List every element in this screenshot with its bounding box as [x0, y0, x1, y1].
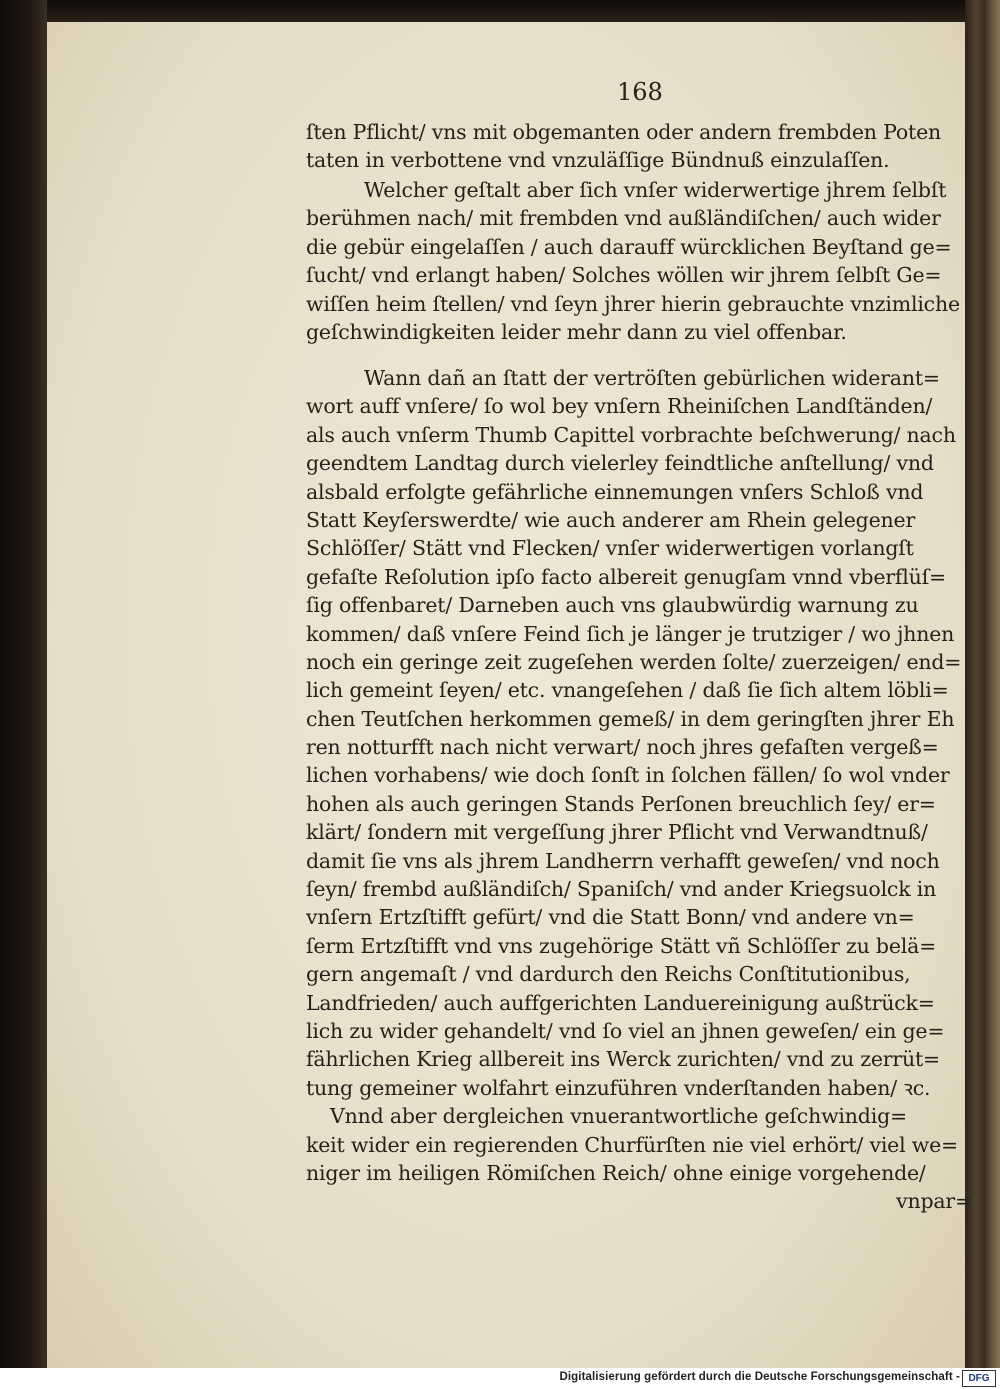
- text-line: ſerm Ertzſtifft vnd vns zugehörige Stätt vñ Schlöſſer zu belä=: [306, 933, 937, 958]
- book-edge-top: [47, 0, 965, 22]
- text-line: Wann dañ an ſtatt der vertröſten gebürlichen widerant=: [364, 366, 940, 390]
- text-line: damit ſie vns als jhrem Landherrn verhafft geweſen/ vnd noch: [306, 848, 940, 873]
- text-line: gefaſte Reſolution ipſo facto albereit genugſam vnnd vberflüſ=: [306, 564, 946, 589]
- text-line: vnſern Ertzſtifft gefürt/ vnd die Statt Bonn/ vnd andere vn=: [306, 905, 915, 930]
- text-line: wiſſen heim ſtellen/ vnd ſeyn jhrer hierin gebrauchte vnzimliche: [306, 291, 960, 316]
- text-line: lich gemeint ſeyen/ etc. vnangeſehen / daß ſie ſich altem löbli=: [306, 678, 949, 703]
- book-edge-left: [0, 0, 47, 1368]
- paragraph-continuation: [306, 118, 986, 175]
- text-line: tung gemeiner wolfahrt einzuführen vnderſtanden haben/ ꝛc.: [306, 1075, 931, 1100]
- text-line: gern angemaſt / vnd dardurch den Reichs Conſtitutionibus,: [306, 962, 911, 987]
- text-line: kommen/ daß vnſere Feind ſich je länger je trutziger / wo jhnen: [306, 621, 955, 646]
- text-line: keit wider ein regierenden Churfürſten nie viel erhört/ viel we=: [306, 1132, 959, 1157]
- text-line: Schlöſſer/ Stätt vnd Flecken/ vnſer widerwertigen vorlangſt: [306, 536, 914, 561]
- footer-credit: Digitalisierung gefördert durch die Deutsche Forschungsgemeinschaft -: [559, 1371, 960, 1383]
- paragraph-welcher: [306, 176, 986, 346]
- text-line: geendtem Landtag durch vielerley feindtliche anſtellung/ vnd: [306, 451, 934, 476]
- text-line: die gebür eingelaſſen / auch darauff würcklichen Beyſtand ge=: [306, 234, 952, 259]
- text-line: geſchwindigkeiten leider mehr dann zu viel offenbar.: [306, 319, 847, 344]
- text-line: Vnnd aber dergleichen vnuerantwortliche geſchwindig=: [330, 1104, 907, 1129]
- text-line: fährlichen Krieg allbereit ins Werck zurichten/ vnd zu zerrüt=: [306, 1047, 941, 1072]
- text-line: noch ein geringe zeit zugeſehen werden ſolte/ zuerzeigen/ end=: [306, 649, 962, 674]
- text-line: als auch vnſerm Thumb Capittel vorbrachte beſchwerung/ nach: [306, 422, 956, 447]
- text-line: ſucht/ vnd erlangt haben/ Solches wöllen wir jhrem ſelbſt Ge=: [306, 263, 942, 288]
- text-line: berühmen nach/ mit frembden vnd außländiſchen/ auch wider: [306, 206, 941, 231]
- text-line: Landfrieden/ auch auffgerichten Landuereinigung außtrück=: [306, 990, 935, 1015]
- text-line: lichen vorhabens/ wie doch ſonſt in ſolchen fällen/ ſo wol vnder: [306, 763, 950, 788]
- text-line: niger im heiligen Römiſchen Reich/ ohne einige vorgehende/: [306, 1160, 926, 1185]
- footer-bar: [0, 1368, 1000, 1389]
- text-line: alsbald erfolgte gefährliche einnemungen vnſers Schloß vnd: [306, 479, 924, 504]
- text-line: Statt Keyſerswerdte/ wie auch anderer am Rhein gelegener: [306, 507, 916, 532]
- text-line: wort auff vnſere/ ſo wol bey vnſern Rheiniſchen Landſtänden/: [306, 394, 933, 419]
- text-line: Welcher geſtalt aber ſich vnſer widerwertige jhrem ſelbſt: [364, 178, 947, 202]
- text-line: chen Teutſchen herkommen gemeß/ in dem geringſten jhrer Eh: [306, 706, 955, 731]
- text-line: lich zu wider gehandelt/ vnd ſo viel an jhnen geweſen/ ein ge=: [306, 1018, 945, 1043]
- text-line: ſig offenbaret/ Darneben auch vns glaubwürdig warnung zu: [306, 593, 919, 618]
- text-line: klärt/ ſondern mit vergeſſung jhrer Pflicht vnd Verwandtnuß/: [306, 820, 928, 845]
- text-line: taten in verbottene vnd vnzuläſſige Bündnuß einzulaſſen.: [306, 148, 890, 173]
- page-number: 168: [617, 78, 663, 106]
- dfg-logo-icon: DFG: [962, 1370, 996, 1387]
- text-line: hohen als auch geringen Stands Perſonen breuchlich ſey/ er=: [306, 791, 936, 816]
- paragraph-wann: [306, 364, 986, 1216]
- text-line: ſten Pflicht/ vns mit obgemanten oder andern frembden Poten: [306, 120, 942, 144]
- text-line: ren notturfft nach nicht verwart/ noch jhres gefaſten vergeß=: [306, 735, 939, 760]
- catchword: vnpar=: [896, 1189, 972, 1214]
- text-line: ſeyn/ frembd außländiſch/ Spaniſch/ vnd ander Kriegsuolck in: [306, 877, 937, 902]
